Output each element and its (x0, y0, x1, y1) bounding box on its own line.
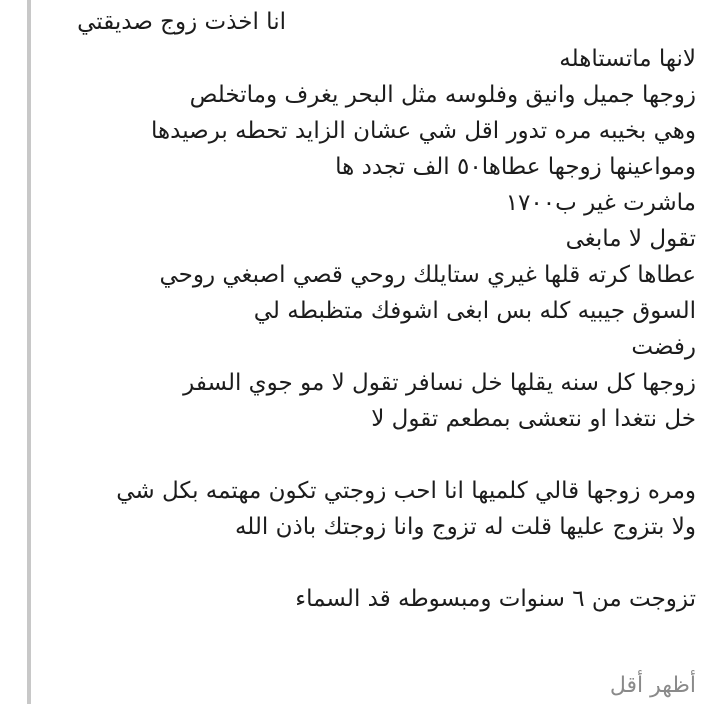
paragraph-gap (34, 545, 696, 581)
post-line: ومواعينها زوجها عطاها٥٠ الف تجدد ها (335, 154, 696, 180)
show-less-link[interactable]: أظهر أقل (609, 673, 696, 698)
post-line: زوجها كل سنه يقلها خل نسافر تقول لا مو جوي السفر (183, 370, 696, 396)
post-line: تقول لا مابغى (565, 226, 696, 252)
post-title: انا اخذت زوج صديقتي (77, 9, 286, 35)
post-line: ماشرت غير ب١٧٠٠ (505, 190, 696, 216)
post-line: ومره زوجها قالي كلميها انا احب زوجتي تكون مهتمه بكل شي (116, 478, 696, 504)
post-line: عطاها كرته قلها غيري ستايلك روحي قصي اصبغي روحي (159, 262, 696, 288)
post-line: رفضت (631, 334, 696, 360)
post-body (34, 3, 696, 617)
quote-bar (27, 0, 31, 704)
post-line: تزوجت من ٦ سنوات ومبسوطه قد السماء (295, 586, 696, 612)
post-line: السوق جيبيه كله بس ابغى اشوفك متظبطه لي (253, 298, 696, 324)
post-line: خل نتغدا او نتعشى بمطعم تقول لا (371, 406, 696, 432)
post-line: وهي بخيبه مره تدور اقل شي عشان الزايد تحطه برصيدها (151, 118, 696, 144)
post-line: ولا بتزوج عليها قلت له تزوج وانا زوجتك باذن الله (234, 514, 696, 540)
post-line: لانها ماتستاهله (559, 46, 696, 72)
post-line: زوجها جميل وانيق وفلوسه مثل البحر يغرف وماتخلص (189, 82, 696, 108)
paragraph-gap (34, 437, 696, 473)
